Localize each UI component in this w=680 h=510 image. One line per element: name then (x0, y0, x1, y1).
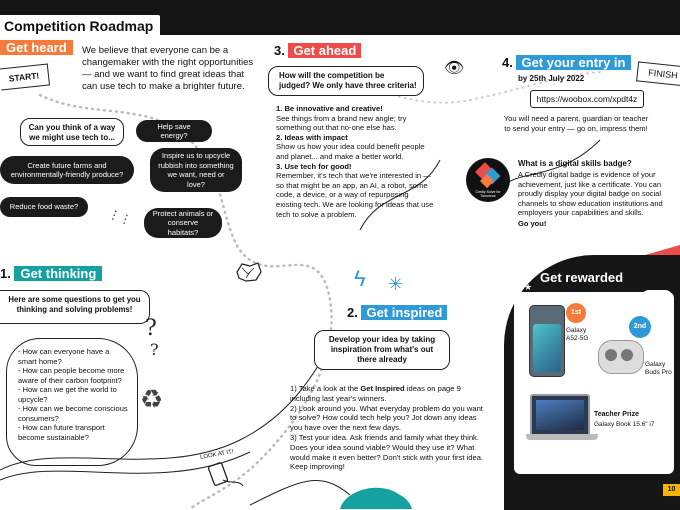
crumpled-paper-icon (234, 260, 264, 284)
laptop-image (530, 394, 590, 438)
recycle-icon: ♻ (140, 384, 164, 414)
get-heard-heading (0, 40, 73, 56)
criterion-title: 2. Ideas with impact (276, 132, 348, 142)
rank-badge-2nd: 2nd (629, 316, 651, 338)
sparkle-icon: ✳ (388, 274, 404, 294)
badge-text: A Credly digital badge is evidence of your achievement, just like a certificate. You can proudly display your digital badge on social channels to show education institutions and employers your capabilities and skills. (518, 170, 663, 217)
badge-cta: Go you! (518, 219, 547, 228)
criterion-text: Show us how your idea could benefit people and planet... and make a better world. (276, 142, 425, 161)
prize-name-1: Galaxy A52-5G (566, 327, 589, 342)
pill-save-energy: Help save energy? (136, 120, 212, 142)
get-heard-question-bubble: Can you think of a way we might use tech to... (20, 118, 124, 146)
get-thinking-label: Get thinking (14, 266, 102, 281)
get-heard-intro: We believe that everyone can be a changemaker with the right opportunities — and we want to find great ideas that can use tech to make a brighter future. (82, 45, 254, 92)
finish-sign: FINISH (636, 61, 680, 86)
pill-food-waste: Reduce food waste? (0, 197, 88, 217)
list-item: - How can we become conscious consumers? (18, 404, 130, 423)
pill-upcycle: Inspire us to upcycle rubbish into something we want, need or love? (150, 148, 242, 192)
get-thinking-heading: 1. Get thinking (0, 266, 102, 282)
star-icon: ★ (524, 282, 533, 292)
teacher-prize-title: Teacher Prize (594, 411, 640, 418)
laptop-base (526, 434, 598, 440)
pill-protect-animals: Protect animals or conserve habitats? (144, 208, 222, 238)
criterion-title: 1. Be innovative and creative! (276, 104, 383, 113)
entry-url-link[interactable]: https://woobox.com/xpdt4z (530, 90, 644, 108)
rank-badge-1st: 1st (566, 303, 586, 323)
get-heard-label: Get heard (0, 40, 73, 55)
list-item: - How can future transport become sustainable? (18, 423, 130, 442)
criteria-list (276, 104, 434, 219)
list-item: - How can we get the world to upcycle? (18, 385, 130, 404)
get-inspired-bubble: Develop your idea by taking inspiration from what's out there already (314, 330, 450, 370)
entry-note: You will need a parent, guardian or teacher to send your entry — go on, impress them! (503, 114, 649, 133)
list-item: - How can everyone have a smart home? (18, 347, 130, 366)
get-ahead-bubble: How will the competition be judged? We only have three criteria! (268, 66, 424, 96)
get-entry-label: Get your entry in (516, 55, 630, 70)
criterion-text: See things from a brand new angle; try something out that no-one else has. (276, 113, 407, 133)
lightning-icon: ϟ (354, 266, 366, 291)
rewards-heading: Get rewarded (540, 270, 624, 285)
teacher-prize-detail: Galaxy Book 15.6" i7 (594, 421, 655, 428)
step-1: 1) Take a look at the Get Inspired ideas on page 9 including last year's winners. (290, 384, 461, 403)
phone-image (529, 305, 565, 377)
badge-title: What is a digital skills badge? (518, 159, 632, 168)
start-sign: START! (0, 63, 50, 90)
question-mark-icon: ? (145, 316, 157, 341)
spilled-can-icon (205, 458, 245, 490)
thinking-questions (18, 347, 130, 442)
get-inspired-heading: 2. Get inspired (347, 305, 447, 321)
entry-deadline: by 25th July 2022 (518, 74, 585, 83)
prize-name-2: Galaxy Buds Pro (645, 361, 672, 376)
question-mark-icon-small: ? (150, 340, 159, 359)
criterion-title: 3. Use tech for good! (276, 161, 352, 171)
look-at-it-label: LOOK AT IT! (199, 449, 235, 461)
step-2: 2) Look around you. What everyday problem do you want to solve? How could tech help you? Jot down any ideas you have over the next few days. (290, 403, 483, 433)
get-ahead-heading: 3. Get ahead (274, 43, 361, 59)
buds-image (598, 340, 644, 374)
step-3: 3) Test your idea. Ask friends and family what they think. Does your idea sound viable? Would they use it? What would make it even better? Don't stick with your first idea. Keep improving! (290, 432, 484, 472)
list-item: - How can people become more aware of their carbon footprint? (18, 366, 130, 385)
eye-icon: 👁 (444, 60, 465, 77)
page-number: 10 (663, 484, 680, 496)
footprints-icon: ⋮⋮ (106, 206, 134, 228)
get-thinking-intro: Here are some questions to get you thinking and solving problems! (0, 290, 150, 324)
pill-future-farms: Create future farms and environmentally-friendly produce? (0, 156, 134, 184)
inspired-steps (290, 384, 488, 472)
get-inspired-label: Get inspired (361, 305, 447, 320)
header-bar (0, 0, 680, 35)
criterion-text: Remember, it's tech that we're interested in — so that might be an app, an AI, a robot, some code, a device, or a way of repurposing existing tech. We are looking for ideas that use tech to solve a problem. (276, 171, 434, 219)
page-title: Competition Roadmap (0, 15, 160, 35)
get-ahead-label: Get ahead (288, 43, 361, 58)
credly-badge-icon: Credly Solve for Tomorrow (466, 158, 510, 202)
get-entry-heading: 4. Get your entry in (502, 55, 631, 71)
